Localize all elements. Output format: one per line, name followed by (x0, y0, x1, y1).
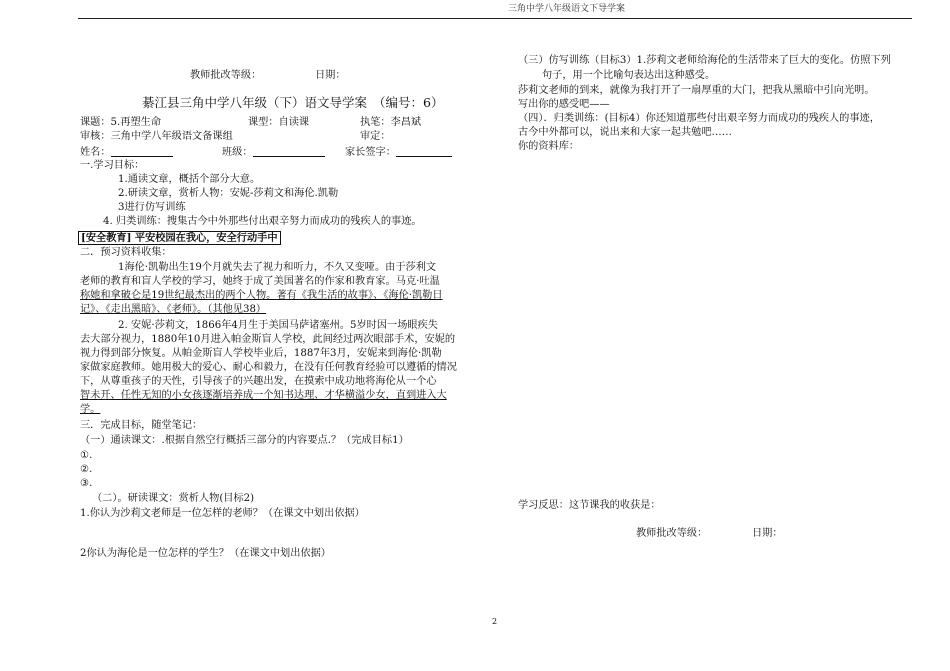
parent-sign-field[interactable] (396, 146, 452, 157)
parent-sign-label: 家长签字： (345, 147, 396, 158)
writer-label: 执笔：李昌斌 (360, 117, 422, 128)
preview-p2-line7: 学。 (80, 404, 101, 415)
name-field[interactable] (111, 146, 173, 157)
page-number: 2 (492, 617, 498, 626)
teacher-grade-label: 教师批改等级： (190, 70, 262, 81)
class-row (222, 146, 325, 159)
preview-heading: 二．预习资料收集： (80, 247, 172, 258)
imitation-prompt: 写出你的感受吧—— (518, 99, 610, 110)
material-library-label: 你的资料库： (518, 141, 580, 152)
reflection-label: 学习反思：这节课我的收获是： (518, 500, 661, 511)
doc-code: （编号：6） (373, 95, 444, 110)
goal-item-3: 3进行仿写训练 (118, 202, 186, 213)
preview-p1-line4: 记》、《走出黑暗》、《老师》。（其他见38） (80, 304, 267, 315)
classify-line2: 古今中外都可以，说出来和大家一起共勉吧…… (518, 127, 732, 138)
student-name-row (80, 146, 173, 159)
imitation-line2: 句子，用一个比喻句表达出这种感受。 (542, 70, 716, 81)
page-title: 綦江县三角中学八年级（下）语文导学案 (142, 95, 368, 110)
parent-row (345, 146, 452, 159)
reviewer-label: 审核：三角中学八年级语文备课组 (80, 131, 233, 142)
goal-item-1: 1.通读文章，概括个部分大意。 (118, 174, 261, 185)
topic-label: 课题：5.再塑生命 (80, 117, 162, 128)
class-field[interactable] (253, 146, 325, 157)
teacher-grade-label-right: 教师批改等级： (636, 528, 708, 539)
question-1: 1.你认为沙莉文老师是一位怎样的老师？（在课文中划出依据） (80, 508, 365, 519)
approve-label: 审定： (360, 131, 391, 142)
goal-item-2: 2.研读文章，赏析人物：安妮-莎莉文和海伦.凯勒 (118, 188, 339, 199)
preview-p2-line1: 2. 安妮·莎莉文，1866年4月生于美国马萨诸塞州。5岁时因一场眼疾失 (118, 320, 438, 331)
safety-banner: [安全教育] 平安校园在我心，安全行动手中 (78, 231, 281, 245)
complete-sub1: （一）通读课文：.根据自然空行概括三部分的内容要点.？（完成目标1） (80, 435, 409, 446)
point-1: ①. (80, 450, 93, 461)
point-3: ③. (80, 478, 93, 489)
date-label: 日期： (315, 70, 346, 81)
lesson-type-label: 课型：自读课 (248, 117, 310, 128)
question-2: 2你认为海伦是一位怎样的学生？（在课文中划出依据） (80, 548, 331, 559)
preview-p1-line1: 1海伦·凯勒出生19个月就失去了视力和听力，不久又变哑。由于莎利文 (118, 262, 437, 273)
preview-p2-line3: 视力得到部分恢复。从帕金斯盲人学校毕业后，1887年3月，安妮来到海伦·凯勒 (80, 348, 442, 359)
complete-heading: 三．完成目标，随堂笔记： (80, 420, 203, 431)
preview-p1-line2: 老师的教育和盲人学校的学习，她终于成了美国著名的作家和教育家。马克·吐温 (80, 276, 440, 287)
date-label-right: 日期： (752, 528, 783, 539)
point-2: ②. (80, 464, 93, 475)
goals-heading: 一.学习目标： (80, 160, 145, 171)
complete-sub2: （二）。研读课文：赏析人物(目标2) (92, 493, 255, 504)
preview-p2-line4: 家做家庭教师。她用极大的爱心、耐心和毅力，在没有任何教育经验可以遵循的情况 (80, 362, 457, 373)
classify-line1: （四）．归类训练：(目标4）你还知道那些付出艰辛努力而成功的残疾人的事迹， (518, 113, 880, 124)
goal-item-4: 4. 归类训练：搜集古今中外那些付出艰辛努力而成功的残疾人的事迹。 (103, 216, 422, 227)
preview-p1-line3: 称她和拿破仑是19世纪最杰出的两个人物。著有《我生活的故事》、《海伦·凯勒日 (80, 290, 443, 301)
preview-p2-line5: 下，从尊重孩子的天性，引导孩子的兴趣出发，在摸索中成功地将海伦从一个心 (80, 376, 437, 387)
imitation-line1: （三）仿写训练（目标3）1.莎莉文老师给海伦的生活带来了巨大的变化。仿照下列 (518, 55, 891, 66)
preview-p2-line2: 去大部分视力，1880年10月进入帕金斯盲人学校，此间经过两次眼部手术，安妮的 (80, 334, 456, 345)
preview-p2-line6: 智未开、任性无知的小女孩逐渐培养成一个知书达理、才华横溢少女，直到进入大 (80, 390, 447, 401)
running-header: 三角中学八年级语文下导学案 (507, 4, 625, 14)
name-label: 姓名： (80, 147, 111, 158)
imitation-example: 莎莉文老师的到来，就像为我打开了一扇厚重的大门，把我从黑暗中引向光明。 (518, 85, 875, 96)
class-label: 班级： (222, 147, 253, 158)
header-rule (78, 18, 912, 19)
